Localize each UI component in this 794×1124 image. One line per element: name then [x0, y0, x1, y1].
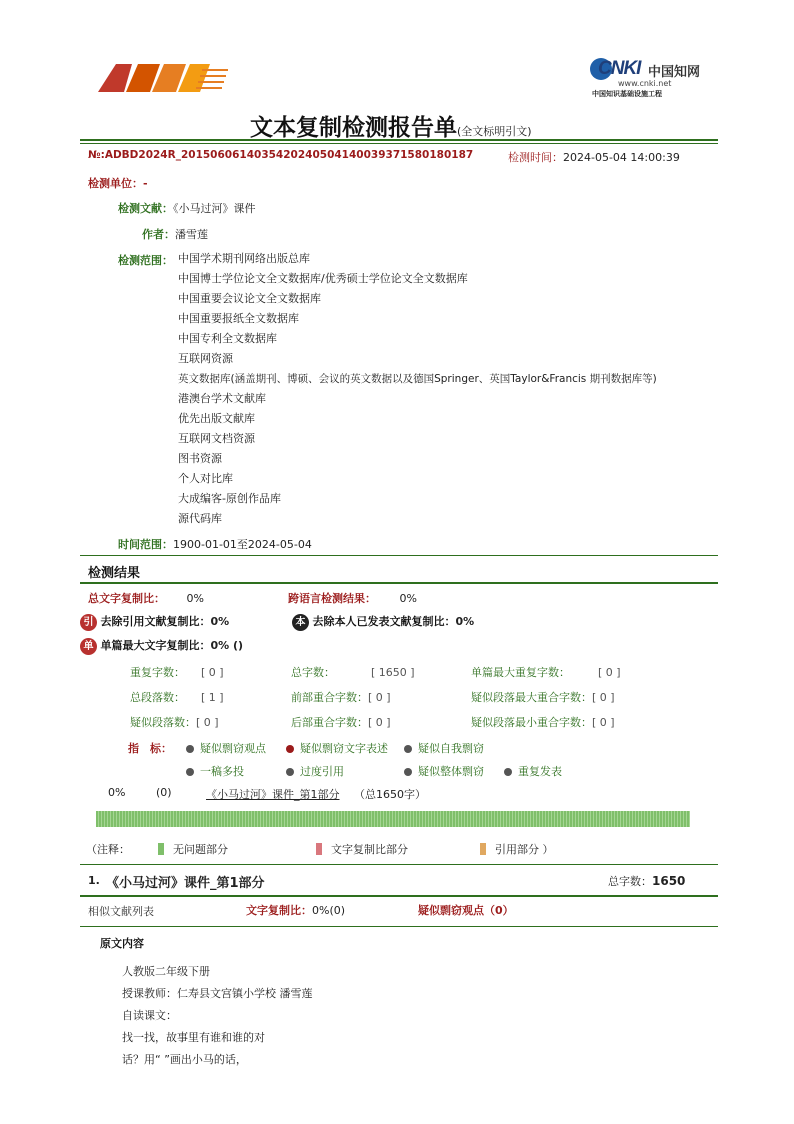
original-line: 授课教师：仁寿县文宫镇小学校 潘雪莲 — [122, 987, 313, 1000]
indicator-dot-icon — [186, 745, 194, 753]
report-title — [250, 109, 532, 142]
list-divider — [80, 926, 718, 927]
stat-value: [ 0 ] — [598, 666, 621, 679]
remove-cite-label: 去除引用文献复制比： — [100, 615, 211, 628]
stat-back-overlap — [291, 714, 391, 730]
stat-total-words — [291, 664, 415, 680]
part-suspect-value: 0 — [495, 904, 503, 917]
indicator-text: 疑似自我剽窃 — [418, 742, 484, 755]
range-item: 中国专利全文数据库 — [178, 332, 277, 345]
original-line: 自读课文： — [122, 1009, 177, 1022]
total-copy-label: 总文字复制比： — [88, 592, 165, 605]
part-copy-value: 0%(0) — [312, 904, 346, 917]
detect-unit-value: - — [143, 177, 148, 190]
range-item: 港澳台学术文献库 — [178, 392, 266, 405]
stat-suspect-max-overlap — [471, 689, 615, 705]
original-line: 话？用“ ”画出小马的话， — [122, 1053, 247, 1066]
indicator-label: 指 标： — [128, 742, 172, 755]
range-item: 优先出版文献库 — [178, 412, 255, 425]
range-item: 个人对比库 — [178, 472, 233, 485]
legend-swatch-icon — [158, 843, 164, 855]
single-max-label: 单篇最大文字复制比： — [100, 639, 211, 652]
indicator-text: 一稿多投 — [200, 765, 244, 778]
legend-label: 引用部分 — [495, 843, 539, 856]
title-main: 文本复制检测报告单 — [250, 115, 457, 141]
stat-value: [ 1 ] — [201, 691, 224, 704]
indicator-text: 重复发表 — [518, 765, 562, 778]
indicator-dot-icon — [504, 768, 512, 776]
author — [142, 226, 208, 242]
results-title: 检测结果 — [88, 566, 141, 581]
similarity-bar-no-issue — [96, 811, 690, 827]
time-range-value: 1900-01-01至2024-05-04 — [173, 538, 312, 551]
part-total-label: 总字数： — [608, 875, 652, 888]
title-suffix: (全文标明引文) — [457, 125, 532, 138]
legend-suffix: ） — [542, 843, 554, 856]
range-item: 中国重要会议论文全文数据库 — [178, 292, 321, 305]
part-total: （总1650字） — [354, 788, 426, 801]
indicator-text: 疑似剽窃文字表述 — [300, 742, 388, 755]
stat-value: [ 0 ] — [196, 716, 219, 729]
indicator-text: 疑似剽窃观点 — [200, 742, 266, 755]
part-suspect-suffix: ） — [502, 904, 514, 917]
stat-label: 前部重合字数： — [291, 691, 368, 704]
part-divider — [80, 895, 718, 897]
stat-value: [ 0 ] — [592, 691, 615, 704]
indicator-dot-icon — [286, 768, 294, 776]
stat-label: 疑似段落最小重合字数： — [471, 716, 592, 729]
stat-label: 单篇最大重复字数： — [471, 666, 570, 679]
stat-value: [ 0 ] — [368, 691, 391, 704]
detect-unit-label: 检测单位： — [88, 177, 143, 190]
title-divider-thin — [80, 143, 718, 144]
detect-time-value: 2024-05-04 14:00:39 — [563, 151, 680, 164]
original-title: 原文内容 — [100, 937, 144, 950]
detect-time-label: 检测时间： — [508, 151, 563, 164]
range-item: 互联网资源 — [178, 352, 233, 365]
cnki-logo — [590, 56, 700, 96]
stat-suspect-paragraphs — [130, 714, 219, 730]
time-range — [118, 536, 312, 552]
stat-value: [ 1650 ] — [371, 666, 415, 679]
indicator-text: 疑似整体剽窃 — [418, 765, 484, 778]
indicator-dot-icon — [404, 768, 412, 776]
part-title: 《小马过河》课件_第1部分 — [106, 876, 265, 891]
report-number: №:ADBD2024R_20150606140354202405041400393715801801​87 — [88, 149, 474, 161]
indicator-item — [404, 740, 484, 756]
range-item: 图书资源 — [178, 452, 222, 465]
author-label: 作者： — [142, 228, 175, 241]
total-copy-value: 0% — [186, 592, 204, 605]
detect-doc-label: 检测文献： — [118, 202, 173, 215]
total-copy — [88, 590, 204, 606]
cnki-chinese-name: 中国知网 — [648, 65, 701, 80]
part-link[interactable]: 《小马过河》课件_第1部分 — [206, 788, 340, 801]
range-item: 源代码库 — [178, 512, 222, 525]
remove-cite-value: 0% — [210, 615, 230, 628]
part-total-words — [608, 873, 685, 889]
indicator-item — [286, 740, 388, 756]
results-top-divider — [80, 555, 718, 556]
legend-label: 无问题部分 — [173, 843, 228, 856]
single-max — [80, 637, 243, 655]
legend-swatch-icon — [480, 843, 486, 855]
stat-total-paragraphs — [130, 689, 224, 705]
remove-self — [292, 613, 474, 631]
stat-label: 总段落数： — [130, 691, 185, 704]
time-range-label: 时间范围： — [118, 538, 173, 551]
range-item: 中国重要报纸全文数据库 — [178, 312, 299, 325]
stat-label: 疑似段落最大重合字数： — [471, 691, 592, 704]
range-item: 中国学术期刊网络出版总库 — [178, 252, 310, 265]
cross-lang-value: 0% — [399, 592, 417, 605]
detect-time — [508, 149, 680, 165]
stat-label: 总字数： — [291, 666, 335, 679]
range-item: 英文数据库(涵盖期刊、博硕、会议的英文数据以及德国Springer、英国Taylor&Francis 期刊数据库等) — [178, 373, 657, 385]
results-divider — [80, 582, 718, 584]
part-copy-label: 文字复制比： — [246, 904, 312, 917]
stat-front-overlap — [291, 689, 391, 705]
similar-list-label: 相似文献列表 — [88, 905, 154, 918]
similarity-bar — [96, 811, 690, 827]
part-suspect — [418, 902, 514, 918]
detect-range-label: 检测范围： — [118, 254, 173, 267]
part-total-value: 1650 — [652, 874, 686, 888]
detect-doc — [118, 200, 256, 216]
part-count: (0) — [156, 786, 172, 799]
detect-doc-value: 《小马过河》课件 — [173, 202, 256, 215]
range-list — [178, 249, 738, 529]
cnki-url: www.cnki.net — [618, 79, 672, 88]
legend-label: 文字复制比部分 — [331, 843, 408, 856]
stat-label: 后部重合字数： — [291, 716, 368, 729]
amac-logo — [98, 62, 228, 94]
remove-cite — [80, 613, 229, 631]
indicator-item — [504, 763, 562, 779]
cnki-wordmark: CNKI — [598, 58, 641, 79]
single-badge-icon: 单 — [80, 638, 97, 655]
part-copy-ratio — [246, 902, 345, 918]
cnki-slogan: 中国知识基础设施工程 — [592, 90, 662, 98]
original-content — [122, 961, 682, 1071]
original-line: 人教版二年级下册 — [122, 965, 210, 978]
part-index: 1. — [88, 874, 100, 887]
indicator-text: 过度引用 — [300, 765, 344, 778]
stat-value: [ 0 ] — [368, 716, 391, 729]
indicator-item — [186, 763, 244, 779]
remove-self-label: 去除本人已发表文献复制比： — [312, 615, 456, 628]
indicator-dot-icon — [286, 745, 294, 753]
indicator-item — [286, 763, 344, 779]
stat-label: 疑似段落数： — [130, 716, 196, 729]
original-line: 找一找，故事里有谁和谁的对 — [122, 1031, 265, 1044]
self-badge-icon: 本 — [292, 614, 309, 631]
stat-suspect-min-overlap — [471, 714, 615, 730]
title-divider — [80, 139, 718, 141]
range-item: 大成编客-原创作品库 — [178, 492, 281, 505]
cross-lang-label: 跨语言检测结果： — [288, 592, 376, 605]
range-item: 互联网文档资源 — [178, 432, 255, 445]
detect-unit — [88, 175, 148, 191]
stat-value: [ 0 ] — [201, 666, 224, 679]
part-suspect-label: 疑似剽窃观点（ — [418, 904, 495, 917]
part-percent: 0% — [108, 786, 126, 799]
legend — [86, 841, 726, 857]
legend-prefix: （注释： — [86, 843, 130, 856]
stat-value: [ 0 ] — [592, 716, 615, 729]
indicator-item — [404, 763, 484, 779]
stat-single-max-repeat — [471, 664, 621, 680]
author-value: 潘雪莲 — [175, 228, 208, 241]
indicator-item — [186, 740, 266, 756]
indicator-dot-icon — [404, 745, 412, 753]
single-max-value: 0% () — [210, 639, 244, 652]
indicator-dot-icon — [186, 768, 194, 776]
stat-repeat-words — [130, 664, 224, 680]
cite-badge-icon: 引 — [80, 614, 97, 631]
range-item: 中国博士学位论文全文数据库/优秀硕士学位论文全文数据库 — [178, 272, 468, 285]
cross-lang — [288, 590, 417, 606]
stat-label: 重复字数： — [130, 666, 185, 679]
remove-self-value: 0% — [455, 615, 475, 628]
part-top-divider — [80, 864, 718, 865]
legend-swatch-icon — [316, 843, 322, 855]
